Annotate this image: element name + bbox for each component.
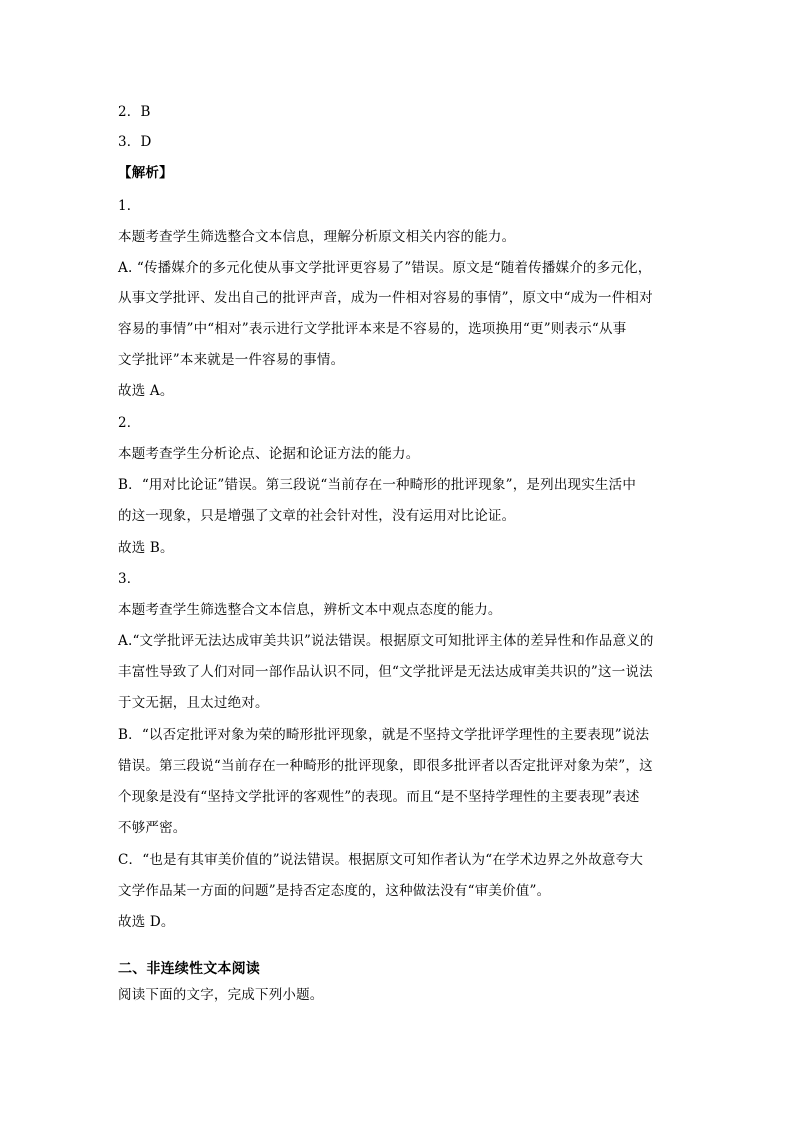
q3-number: 3． bbox=[118, 571, 141, 587]
q3-c-line-2: 文学作品某一方面的问题”是持否定态度的，这种做法没有“审美价值”。 bbox=[118, 883, 551, 899]
q2-conclusion: 故选 B。 bbox=[118, 540, 174, 556]
q1-line-2: 从事文学批评、发出自己的批评声音，成为一件相对容易的事情”，原文中“成为一件相对 bbox=[118, 290, 653, 306]
q2-intro: 本题考查学生分析论点、论据和论证方法的能力。 bbox=[118, 446, 420, 462]
q3-intro: 本题考查学生筛选整合文本信息，辨析文本中观点态度的能力。 bbox=[118, 602, 502, 618]
q3-b-line-3: 个现象是没有“坚持文学批评的客观性”的表现。而且“是不坚持学理性的主要表现”表述 bbox=[118, 789, 640, 805]
section-2-instruction: 阅读下面的文字，完成下列小题。 bbox=[118, 987, 324, 1003]
q2-line-2: 的这一现象，只是增强了文章的社会针对性，没有运用对比论证。 bbox=[118, 508, 516, 524]
q3-c-line-1: C．“也是有其审美价值的”说法错误。根据原文可知作者认为“在学术边界之外故意夸大 bbox=[118, 852, 644, 868]
q3-conclusion: 故选 D。 bbox=[118, 914, 175, 930]
q3-a-line-3: 于文无据，且太过绝对。 bbox=[118, 695, 269, 711]
q3-b-line-1: B．“以否定批评对象为荣的畸形批评现象，就是不坚持文学批评学理性的主要表现”说法 bbox=[118, 727, 650, 743]
q3-b-line-2: 错误。第三段说“当前存在一种畸形的批评现象，即很多批评者以否定批评对象为荣”，这 bbox=[118, 758, 653, 774]
q3-b-line-4: 不够严密。 bbox=[118, 820, 187, 836]
q1-line-1: A. “传播媒介的多元化使从事文学批评更容易了”错误。原文是“随着传播媒介的多元化， bbox=[118, 260, 652, 276]
analysis-heading: 【解析】 bbox=[118, 165, 173, 181]
answer-3: 3．D bbox=[118, 134, 152, 150]
q1-line-4: 文学批评”本来就是一件容易的事情。 bbox=[118, 352, 345, 368]
q2-line-1: B．“用对比论证”错误。第三段说“当前存在一种畸形的批评现象”，是列出现实生活中 bbox=[118, 477, 637, 493]
q1-intro: 本题考查学生筛选整合文本信息，理解分析原文相关内容的能力。 bbox=[118, 229, 516, 245]
answer-2: 2．B bbox=[118, 104, 151, 120]
q3-a-line-2: 丰富性导致了人们对同一部作品认识不同，但“文学批评是无法达成审美共识的”这一说法 bbox=[118, 664, 653, 680]
q1-number: 1． bbox=[118, 198, 141, 214]
q1-conclusion: 故选 A。 bbox=[118, 383, 174, 399]
q2-number: 2． bbox=[118, 415, 141, 431]
q3-a-line-1: A.“文学批评无法达成审美共识”说法错误。根据原文可知批评主体的差异性和作品意义的 bbox=[118, 633, 654, 649]
q1-line-3: 容易的事情”中“相对”表示进行文学批评本来是不容易的，选项换用“更”则表示“从事 bbox=[118, 321, 627, 337]
section-2-title: 二、非连续性文本阅读 bbox=[118, 961, 260, 977]
